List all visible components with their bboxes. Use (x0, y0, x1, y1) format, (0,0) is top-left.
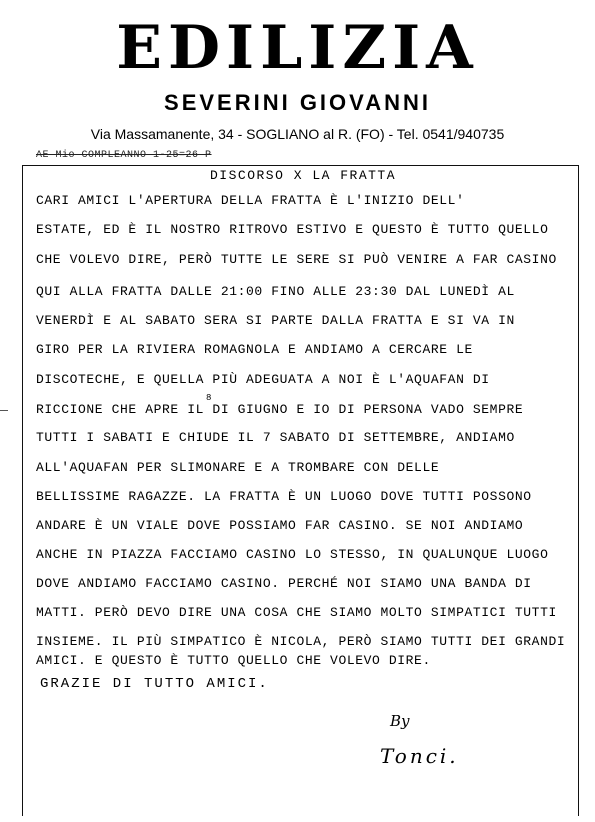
letter-line: VENERDÌ E AL SABATO SERA SI PARTE DALLA FRATTA E SI VA IN (36, 313, 515, 328)
margin-tick (0, 410, 8, 411)
signature: Tonci. (380, 744, 459, 768)
letter-closing: GRAZIE DI TUTTO AMICI. (40, 676, 269, 692)
letter-line: BELLISSIME RAGAZZE. LA FRATTA È UN LUOGO DOVE TUTTI POSSONO (36, 489, 532, 504)
letter-line: DISCOTECHE, E QUELLA PIÙ ADEGUATA A NOI È L'AQUAFAN DI (36, 372, 490, 387)
letter-line: GIRO PER LA RIVIERA ROMAGNOLA E ANDIAMO A CERCARE LE (36, 342, 473, 357)
letterhead-brand: EDILIZIA (116, 13, 479, 83)
letter-line: ANCHE IN PIAZZA FACCIAMO CASINO LO STESSO, IN QUALUNQUE LUOGO (36, 547, 549, 562)
letter-line: ANDARE È UN VIALE DOVE POSSIAMO FAR CASINO. SE NOI ANDIAMO (36, 518, 524, 533)
letter-line: INSIEME. IL PIÙ SIMPATICO È NICOLA, PERÒ SIAMO TUTTI DEI GRANDI (36, 634, 566, 649)
letter-line: DOVE ANDIAMO FACCIAMO CASINO. PERCHÉ NOI SIAMO UNA BANDA DI (36, 576, 532, 591)
letter-line: TUTTI I SABATI E CHIUDE IL 7 SABATO DI SETTEMBRE, ANDIAMO (36, 430, 515, 445)
letter-line: ALL'AQUAFAN PER SLIMONARE E A TROMBARE CON DELLE (36, 460, 440, 475)
letter-line: ESTATE, ED È IL NOSTRO RITROVO ESTIVO E QUESTO È TUTTO QUELLO (36, 222, 549, 237)
letterhead-subtitle: SEVERINI GIOVANNI (164, 90, 431, 115)
signature-by: By (390, 712, 410, 730)
letter-line: QUI ALLA FRATTA DALLE 21:00 FINO ALLE 23:30 DAL LUNEDÌ AL (36, 284, 515, 299)
letter-title: DISCORSO X LA FRATTA (210, 168, 397, 183)
letter-line: CARI AMICI L'APERTURA DELLA FRATTA È L'INIZIO DELL' (36, 193, 465, 208)
letter-line: RICCIONE CHE APRE IL DI GIUGNO E IO DI PERSONA VADO SEMPRE (36, 402, 524, 417)
letter-line: CHE VOLEVO DIRE, PERÒ TUTTE LE SERE SI PUÒ VENIRE A FAR CASINO (36, 252, 557, 267)
letter-line: MATTI. PERÒ DEVO DIRE UNA COSA CHE SIAMO MOLTO SIMPATICI TUTTI (36, 605, 557, 620)
letter-line: AMICI. E QUESTO È TUTTO QUELLO CHE VOLEVO DIRE. (36, 653, 431, 668)
struck-note: AE Mio COMPLEANNO 1-25=26 P (36, 150, 212, 161)
inserted-digit: 8 (206, 393, 212, 403)
letterhead-address: Via Massamanente, 34 - SOGLIANO al R. (FO) - Tel. 0541/940735 (90, 126, 505, 142)
